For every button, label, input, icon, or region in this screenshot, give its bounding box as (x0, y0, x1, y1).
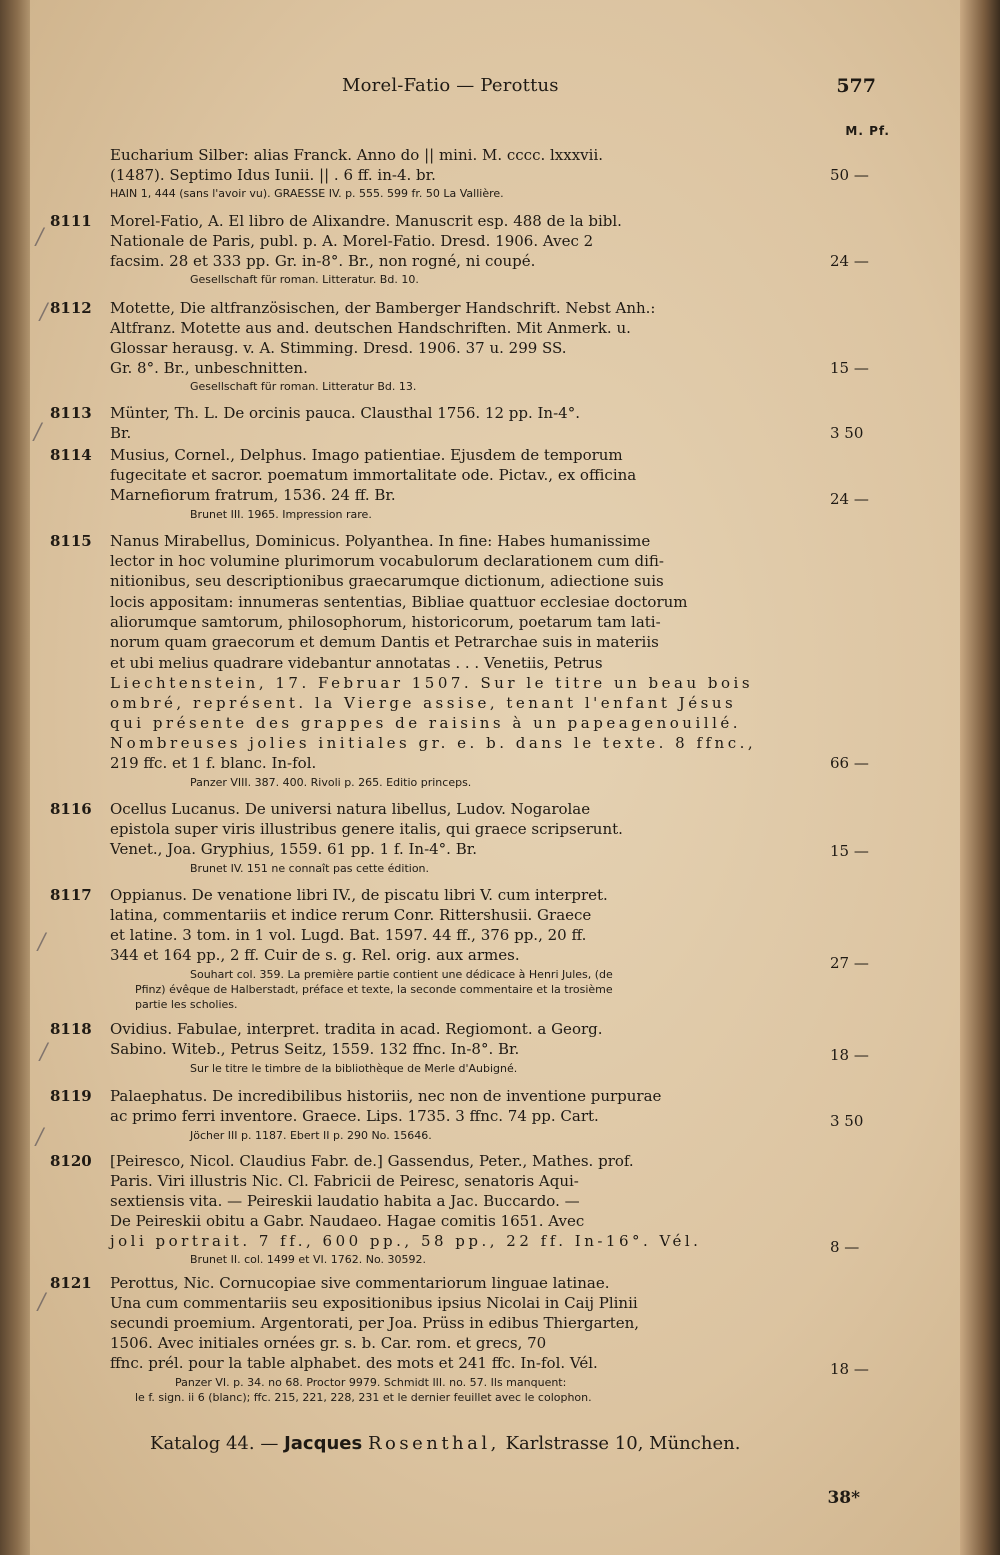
entry-text-line: Münter, Th. L. De orcinis pauca. Clausthal 1756. 12 pp. In-4°. (110, 404, 580, 422)
entry-text-line: et latine. 3 tom. in 1 vol. Lugd. Bat. 1597. 44 ff., 376 pp., 20 ff. (110, 926, 587, 944)
entry-note-line: partie les scholies. (135, 998, 238, 1011)
page-stack-edge (960, 0, 1000, 1555)
entry-text-line: 219 ffc. et 1 f. blanc. In-fol. (110, 754, 317, 772)
entry-text-line: Venet., Joa. Gryphius, 1559. 61 pp. 1 f. In-4°. Br. (110, 840, 478, 858)
entry-text-line: Altfranz. Motette aus and. deutschen Handschriften. Mit Anmerk. u. (110, 319, 631, 337)
entry-note-line: Pfinz) évêque de Halberstadt, préface et texte, la seconde commentaire et la trosième (135, 983, 613, 996)
footer-firm-first-name: Jacques (284, 1433, 363, 1454)
entry-text-line: Paris. Viri illustris Nic. Cl. Fabricii de Peiresc, senatoris Aqui- (110, 1172, 579, 1190)
entry-text-line: aliorumque samtorum, philosophorum, historicorum, poetarum tam lati- (110, 613, 661, 631)
entry-note-line: Panzer VI. p. 34. no 68. Proctor 9979. Schmidt III. no. 57. Ils manquent: (175, 1376, 567, 1389)
catalog-page (30, 0, 970, 1555)
catalog-entries (30, 0, 970, 1555)
entry-text-line: Morel-Fatio, A. El libro de Alixandre. Manuscrit esp. 488 de la bibl. (110, 212, 622, 230)
margin-note: / (36, 1125, 44, 1150)
margin-note: / (38, 930, 46, 955)
price: 8 — (830, 1238, 860, 1256)
price: 3 50 (830, 424, 864, 442)
price: 18 — (830, 1046, 869, 1064)
entry-text-line: Perottus, Nic. Cornucopiae sive commentariorum linguae latinae. (110, 1274, 610, 1292)
entry-note-line: Panzer VIII. 387. 400. Rivoli p. 265. Editio princeps. (190, 776, 472, 789)
price: 15 — (830, 359, 869, 377)
entry-text-line: epistola super viris illustribus genere italis, qui graece scripserunt. (110, 820, 623, 838)
entry-text-line: Nationale de Paris, publ. p. A. Morel-Fatio. Dresd. 1906. Avec 2 (110, 232, 594, 250)
entry-note-line: Brunet III. 1965. Impression rare. (190, 508, 372, 521)
entry-note-line: Souhart col. 359. La première partie contient une dédicace à Henri Jules, (de (190, 968, 613, 981)
entry-text-line: sextiensis vita. — Peireskii laudatio habita a Jac. Buccardo. — (110, 1192, 580, 1210)
entry-text-line: Oppianus. De venatione libri IV., de piscatu libri V. cum interpret. (110, 886, 608, 904)
price: 27 — (830, 954, 869, 972)
price: 3 50 (830, 1112, 864, 1130)
margin-note: / (40, 1040, 48, 1065)
entry-text-line: Eucharium Silber: alias Franck. Anno do || mini. M. cccc. lxxxvii. (110, 146, 604, 164)
page-number: 577 (836, 75, 876, 97)
entry-text-line: fugecitate et sacror. poematum immortalitate ode. Pictav., ex officina (110, 466, 637, 484)
running-head-title: Morel-Fatio — Perottus (342, 75, 559, 96)
entry-note-line: Gesellschaft für roman. Litteratur Bd. 13. (190, 380, 417, 393)
entry-number: 8121 (50, 1274, 92, 1292)
entry-text-line: Motette, Die altfranzösischen, der Bamberger Handschrift. Nebst Anh.: (110, 299, 656, 317)
entry-number: 8115 (50, 532, 92, 550)
entry-text-line: lector in hoc volumine plurimorum vocabulorum declarationem cum difi- (110, 552, 664, 570)
entry-number: 8112 (50, 299, 92, 317)
entry-note-line: Gesellschaft für roman. Litteratur. Bd. 10. (190, 273, 419, 286)
entry-text-line: latina, commentariis et indice rerum Conr. Rittershusii. Graece (110, 906, 592, 924)
signature-mark: 38* (827, 1488, 860, 1508)
entry-text-line: Glossar herausg. v. A. Stimming. Dresd. 1906. 37 u. 299 SS. (110, 339, 567, 357)
entry-number: 8117 (50, 886, 92, 904)
entry-note-line: HAIN 1, 444 (sans l'avoir vu). GRAESSE IV. p. 555. 599 fr. 50 La Vallière. (110, 187, 504, 200)
entry-number: 8111 (50, 212, 92, 230)
entry-text-line: facsim. 28 et 333 pp. Gr. in-8°. Br., non rogné, ni coupé. (110, 252, 536, 270)
entry-text-line: De Peireskii obitu a Gabr. Naudaeo. Hagae comitis 1651. Avec (110, 1212, 585, 1230)
entry-text-line: Palaephatus. De incredibilibus historiis, nec non de inventione purpurae (110, 1087, 662, 1105)
price-column-header: M. Pf. (845, 124, 890, 138)
entry-text-line: secundi proemium. Argentorati, per Joa. Prüss in edibus Thiergarten, (110, 1314, 640, 1332)
margin-note: / (38, 1290, 46, 1315)
price: 18 — (830, 1360, 869, 1378)
entry-number: 8119 (50, 1087, 92, 1105)
entry-text-line: et ubi melius quadrare videbantur annotatas . . . Venetiis, Petrus (110, 654, 603, 672)
entry-number: 8114 (50, 446, 92, 464)
footer-address: Karlstrasse 10, München. (505, 1433, 741, 1454)
entry-text-line: Nombreuses jolies initiales gr. e. b. dans le texte. 8 ffnc., (110, 734, 757, 752)
price: 15 — (830, 842, 869, 860)
entry-text-line: Musius, Cornel., Delphus. Imago patientiae. Ejusdem de temporum (110, 446, 623, 464)
catalog-footer (150, 1433, 740, 1454)
entry-text-line: nitionibus, seu descriptionibus graecarumque dictionum, adiectione suis (110, 572, 664, 590)
footer-catalog-label: Katalog 44. — (150, 1433, 279, 1454)
entry-number: 8118 (50, 1020, 92, 1038)
footer-firm-surname: Rosenthal, (367, 1433, 500, 1454)
entry-text-line: joli portrait. 7 ff., 600 pp., 58 pp., 22 ff. In-16°. Vél. (110, 1232, 702, 1250)
entry-text-line: Br. (110, 424, 132, 442)
price: 50 — (830, 166, 869, 184)
entry-note-line: le f. sign. ii 6 (blanc); ffc. 215, 221, 228, 231 et le dernier feuillet avec le colophon. (135, 1391, 592, 1404)
entry-text-line: Liechtenstein, 17. Februar 1507. Sur le titre un beau bois (110, 674, 754, 692)
entry-note-line: Jöcher III p. 1187. Ebert II p. 290 No. 15646. (190, 1129, 432, 1142)
entry-text-line: Ovidius. Fabulae, interpret. tradita in acad. Regiomont. a Georg. (110, 1020, 603, 1038)
entry-text-line: Una cum commentariis seu expositionibus ipsius Nicolai in Caij Plinii (110, 1294, 638, 1312)
entry-note-line: Sur le titre le timbre de la bibliothèque de Merle d'Aubigné. (190, 1062, 518, 1075)
entry-number: 8116 (50, 800, 92, 818)
entry-text-line: Sabino. Witeb., Petrus Seitz, 1559. 132 ffnc. In-8°. Br. (110, 1040, 520, 1058)
entry-text-line: Ocellus Lucanus. De universi natura libellus, Ludov. Nogarolae (110, 800, 591, 818)
entry-text-line: Gr. 8°. Br., unbeschnitten. (110, 359, 308, 377)
margin-note: / (36, 225, 44, 250)
entry-text-line: norum quam graecorum et demum Dantis et Petrarchae suis in materiis (110, 633, 659, 651)
margin-note: / (34, 420, 42, 445)
price: 66 — (830, 754, 869, 772)
entry-text-line: 1506. Avec initiales ornées gr. s. b. Car. rom. et grecs, 70 (110, 1334, 547, 1352)
entry-note-line: Brunet II. col. 1499 et VI. 1762. No. 30592. (190, 1253, 426, 1266)
entry-text-line: ac primo ferri inventore. Graece. Lips. 1735. 3 ffnc. 74 pp. Cart. (110, 1107, 599, 1125)
entry-note-line: Brunet IV. 151 ne connaît pas cette édition. (190, 862, 430, 875)
margin-note: / (40, 300, 48, 325)
entry-text-line: ffnc. prél. pour la table alphabet. des mots et 241 ffc. In-fol. Vél. (110, 1354, 598, 1372)
entry-number: 8120 (50, 1152, 92, 1170)
entry-text-line: [Peiresco, Nicol. Claudius Fabr. de.] Gassendus, Peter., Mathes. prof. (110, 1152, 634, 1170)
entry-number: 8113 (50, 404, 92, 422)
price: 24 — (830, 252, 869, 270)
entry-text-line: qui présente des grappes de raisins à un papeagenouillé. (110, 714, 742, 732)
entry-text-line: ombré, représent. la Vierge assise, tenant l'enfant Jésus (110, 694, 737, 712)
entry-text-line: (1487). Septimo Idus Iunii. || . 6 ff. in-4. br. (110, 166, 436, 184)
entry-text-line: Nanus Mirabellus, Dominicus. Polyanthea. In fine: Habes humanissime (110, 532, 651, 550)
entry-text-line: Marnefiorum fratrum, 1536. 24 ff. Br. (110, 486, 396, 504)
price: 24 — (830, 490, 869, 508)
entry-text-line: locis appositam: innumeras sententias, Bibliae quattuor ecclesiae doctorum (110, 593, 688, 611)
entry-text-line: 344 et 164 pp., 2 ff. Cuir de s. g. Rel. orig. aux armes. (110, 946, 520, 964)
